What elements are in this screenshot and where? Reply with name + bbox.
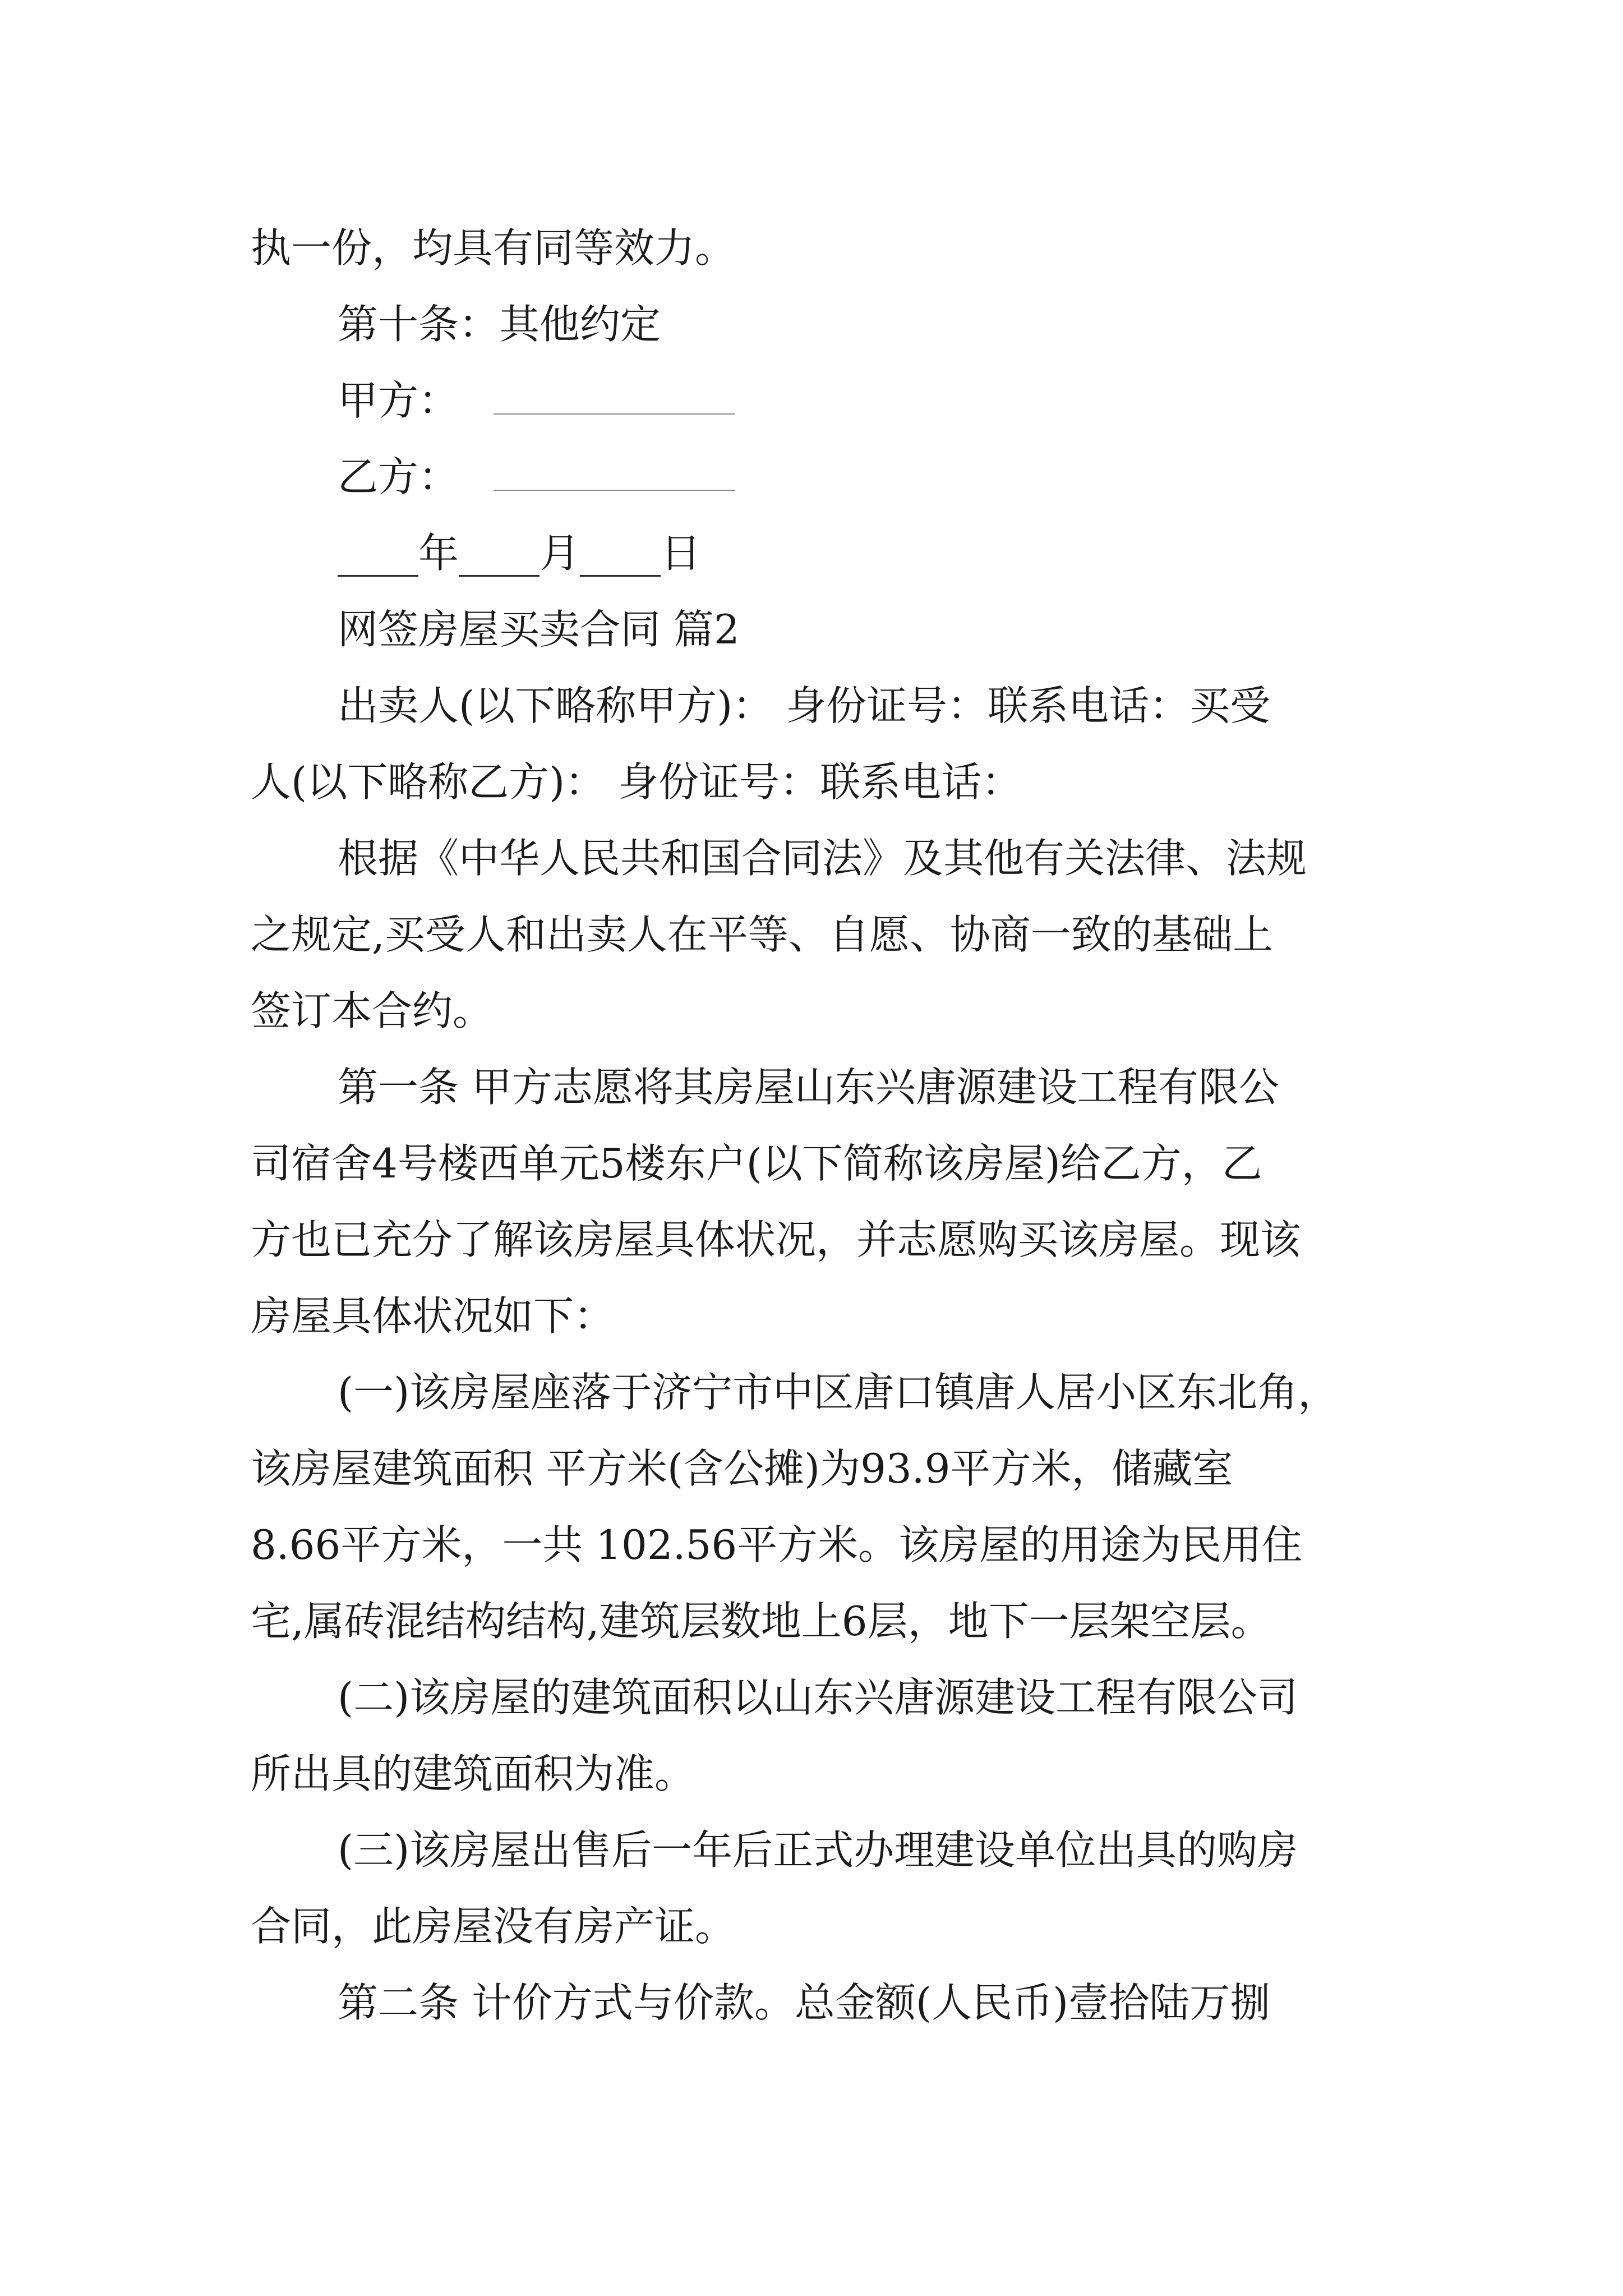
clause-three-line: (三)该房屋出售后一年后正式办理建设单位出具的购房 bbox=[338, 1826, 1298, 1874]
month-label: 月 bbox=[540, 530, 580, 577]
party-b-blank bbox=[494, 463, 735, 491]
text-line: 执一份，均具有同等效力。 bbox=[251, 224, 736, 272]
year-blank: ____ bbox=[338, 530, 418, 577]
year-label: 年 bbox=[418, 530, 459, 577]
text-line: 该房屋建筑面积 平方米(含公摊)为93.9平方米，储藏室 bbox=[251, 1445, 1233, 1492]
day-blank: ____ bbox=[580, 530, 661, 577]
text-line: 根据《中华人民共和国合同法》及其他有关法律、法规 bbox=[338, 835, 1307, 882]
article-one-line: 第一条 甲方志愿将其房屋山东兴唐源建设工程有限公 bbox=[338, 1064, 1279, 1111]
text-line: 合同，此房屋没有房产证。 bbox=[251, 1903, 736, 1950]
text-line: 房屋具体状况如下： bbox=[251, 1292, 615, 1340]
month-blank: ____ bbox=[459, 530, 540, 577]
article-ten-heading: 第十条：其他约定 bbox=[338, 301, 661, 348]
text-line: 所出具的建筑面积为准。 bbox=[251, 1750, 695, 1797]
party-a-label: 甲方： bbox=[338, 377, 459, 424]
day-label: 日 bbox=[661, 530, 702, 577]
article-two-line: 第二条 计价方式与价款。总金额(人民币)壹拾陆万捌 bbox=[338, 1979, 1271, 2026]
date-line bbox=[338, 525, 701, 581]
section-title: 网签房屋买卖合同 篇2 bbox=[338, 606, 740, 653]
text-line: 签订本合约。 bbox=[251, 987, 494, 1034]
text-line: 宅,属砖混结构结构,建筑层数地上6层，地下一层架空层。 bbox=[251, 1598, 1271, 1645]
party-a-blank bbox=[494, 386, 735, 415]
text-line: 方也已充分了解该房屋具体状况，并志愿购买该房屋。现该 bbox=[251, 1216, 1301, 1263]
text-line: 人(以下略称乙方)： 身份证号：联系电话： bbox=[251, 758, 1022, 806]
clause-two-line: (二)该房屋的建筑面积以山东兴唐源建设工程有限公司 bbox=[338, 1674, 1298, 1721]
text-line: 之规定,买受人和出卖人在平等、自愿、协商一致的基础上 bbox=[251, 911, 1273, 958]
clause-one-line: (一)该房屋座落于济宁市中区唐口镇唐人居小区东北角， bbox=[338, 1369, 1339, 1416]
party-b-signature-line bbox=[338, 449, 735, 505]
text-line: 8.66平方米，一共 102.56平方米。该房屋的用途为民用住 bbox=[251, 1521, 1303, 1568]
text-line: 司宿舍4号楼西单元5楼东户(以下简称该房屋)给乙方，乙 bbox=[251, 1140, 1262, 1187]
party-b-label: 乙方： bbox=[338, 453, 459, 500]
text-line: 出卖人(以下略称甲方)： 身份证号：联系电话：买受 bbox=[338, 682, 1271, 729]
party-a-signature-line bbox=[338, 372, 735, 429]
